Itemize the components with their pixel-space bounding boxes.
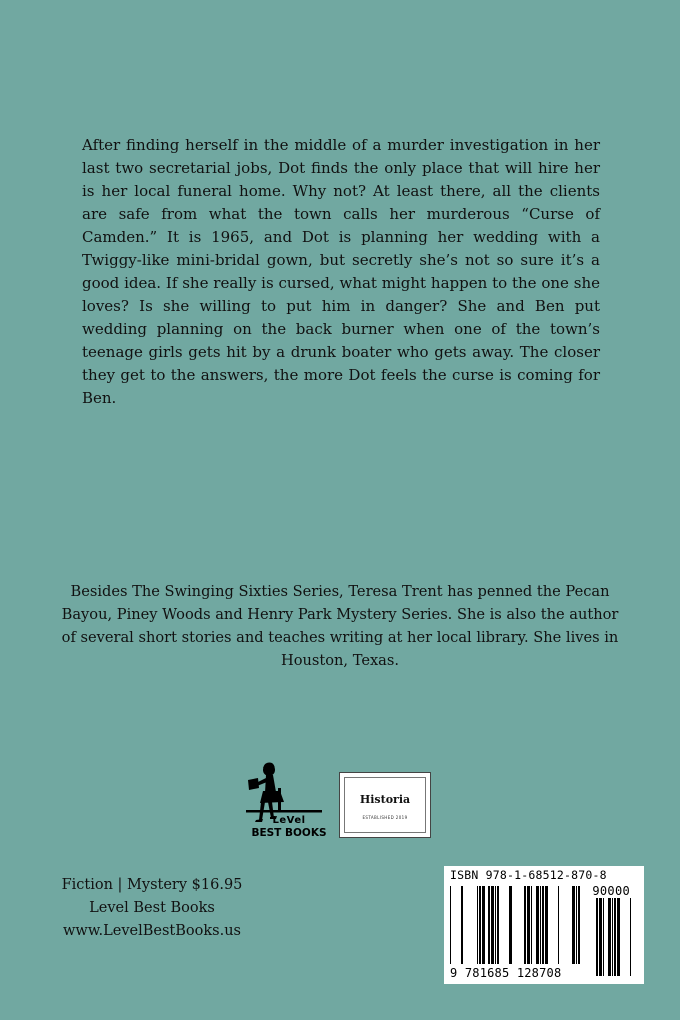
back-cover-blurb: After finding herself in the middle of a murder investigation in her last two secretarial jobs, Dot finds the only place that will hire her is her local funeral home. Why not? At least there, all the clients are safe from what the town calls her murderous “Curse of Camden.” It is 1965, and Dot is planning her wedding with a Twiggy-like mini-bridal gown, but secretly she’s not so sure it’s a good idea. If she really is cursed, what might happen to the one she loves? Is she willing to put him in danger? She and Ben put wedding planning on the back burner when one of the town’s teenage girls gets hit by a drunk boater who gets away. The closer they get to the answers, the more Dot feels the curse is coming for Ben. bbox=[82, 136, 600, 407]
level-best-books-wordmark: LeVel BEST BOOKS bbox=[251, 815, 327, 839]
price-code: 90000 bbox=[592, 884, 630, 898]
retail-info bbox=[52, 874, 252, 943]
level-best-books-logo bbox=[228, 758, 327, 850]
isbn-barcode bbox=[444, 866, 644, 984]
publisher-name: Level Best Books bbox=[89, 900, 215, 916]
isbn-label: ISBN 978-1-68512-870-8 bbox=[450, 868, 607, 882]
historia-logo-established: ESTABLISHED 2019 bbox=[362, 815, 408, 820]
historia-logo-name: Historia bbox=[359, 793, 411, 806]
historia-logo bbox=[339, 772, 431, 838]
author-bio: Besides The Swinging Sixties Series, Teresa Trent has penned the Pecan Bayou, Piney Woods and Henry Park Mystery Series. She is also the author of several short stories and teaches writing at her local library. She lives in Houston, Texas. bbox=[61, 583, 619, 669]
barcode-digits: 9 781685 128708 bbox=[450, 966, 562, 980]
publisher-website: www.LevelBestBooks.us bbox=[63, 923, 241, 939]
category-price: Fiction | Mystery $16.95 bbox=[61, 877, 243, 893]
